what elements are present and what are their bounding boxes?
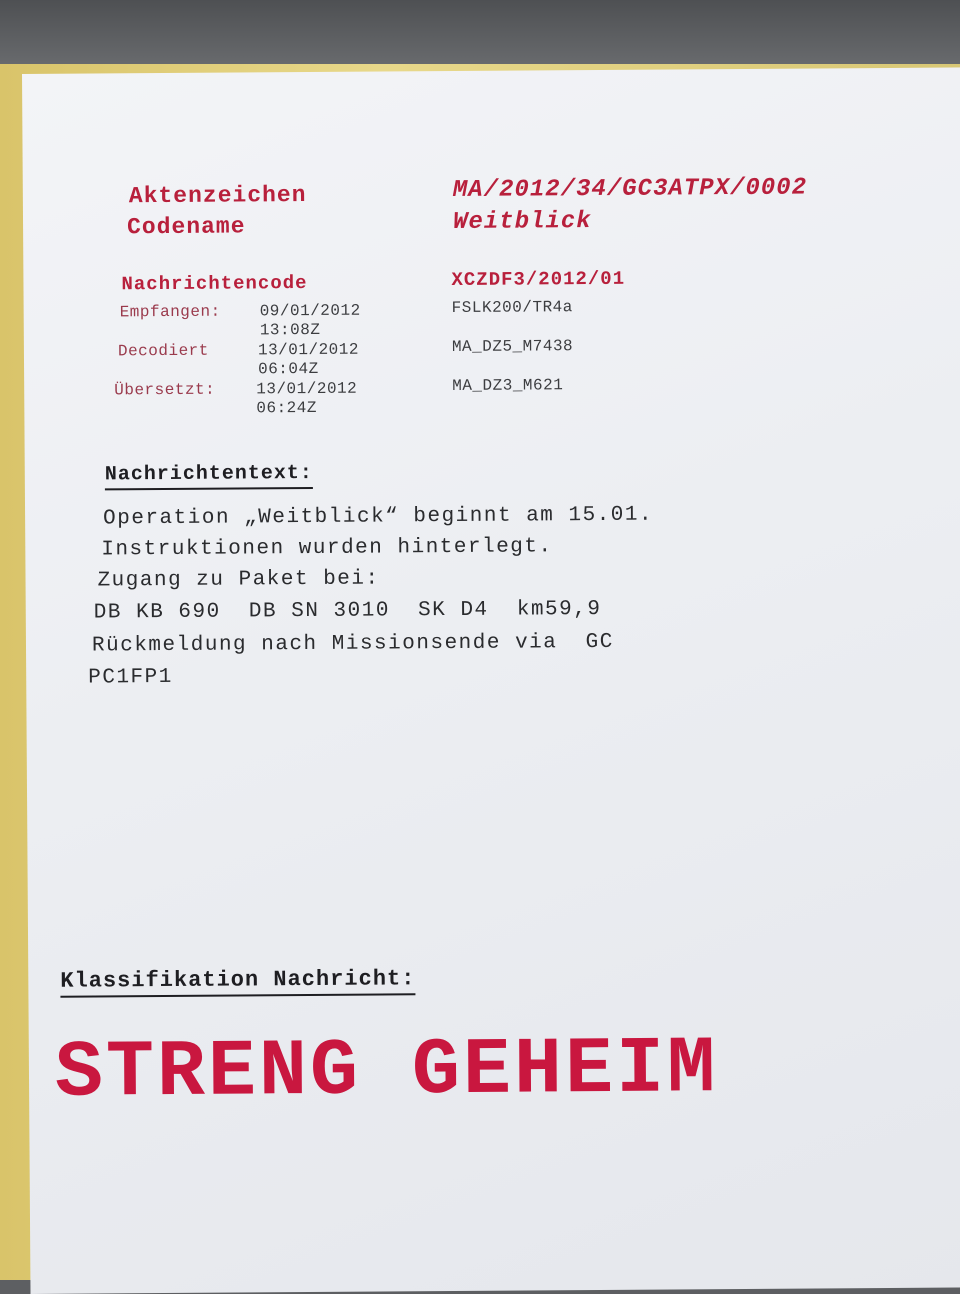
message-line-2: Instruktionen wurden hinterlegt. — [101, 535, 553, 562]
received-label: Empfangen: — [119, 302, 221, 322]
received-time: 13:08Z — [259, 320, 321, 340]
translated-date: 13/01/2012 — [256, 379, 358, 399]
classification-stamp: STRENG GEHEIM — [54, 1024, 719, 1120]
translated-time: 06:24Z — [256, 398, 318, 418]
aktenzeichen-value: MA/2012/34/GC3ATPX/0002 — [452, 174, 808, 204]
decoded-label: Decodiert — [117, 341, 209, 361]
message-line-6: PC1FP1 — [88, 665, 173, 690]
background-shadow — [0, 0, 960, 70]
codename-label: Codename — [126, 213, 246, 241]
message-code-value: XCZDF3/2012/01 — [451, 267, 626, 292]
decoded-time: 06:04Z — [258, 359, 319, 379]
message-code-label: Nachrichtencode — [121, 272, 308, 296]
decoded-ref: MA_DZ5_M7438 — [451, 337, 574, 357]
message-line-1: Operation „Weitblick“ beginnt am 15.01. — [103, 503, 654, 531]
translated-ref: MA_DZ3_M621 — [452, 376, 564, 396]
codename-value: Weitblick — [452, 208, 592, 236]
classification-heading: Klassifikation Nachricht: — [60, 966, 415, 997]
decoded-date: 13/01/2012 — [257, 340, 360, 360]
translated-label: Übersetzt: — [114, 380, 216, 400]
message-line-4: DB KB 690 DB SN 3010 SK D4 km59,9 — [93, 597, 602, 625]
received-ref: FSLK200/TR4a — [451, 298, 573, 318]
received-date: 09/01/2012 — [259, 301, 361, 321]
aktenzeichen-label: Aktenzeichen — [128, 182, 307, 210]
message-line-3: Zugang zu Paket bei: — [97, 567, 380, 593]
document-sheet — [22, 67, 960, 1294]
message-line-5: Rückmeldung nach Missionsende via GC — [91, 630, 614, 658]
message-text-heading: Nachrichtentext: — [105, 462, 313, 490]
